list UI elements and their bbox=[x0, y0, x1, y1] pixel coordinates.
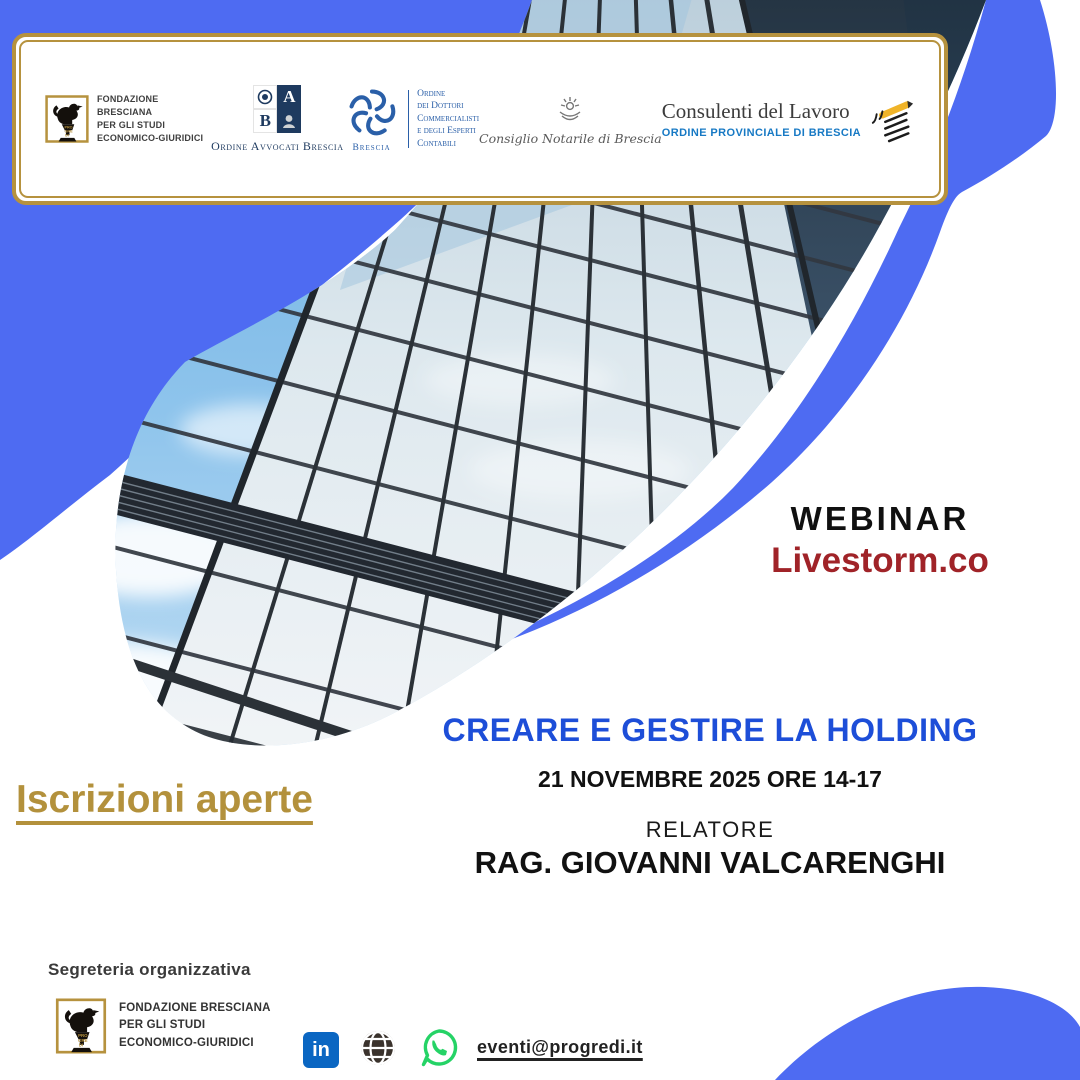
consulenti-title: Consulenti del Lavoro bbox=[661, 99, 850, 123]
blob-bottom-right bbox=[775, 987, 1080, 1080]
fondazione-name-line2: PER GLI STUDI bbox=[96, 120, 166, 130]
odcec-line: dei Dottori bbox=[417, 101, 464, 112]
speaker-name: RAG. GIOVANNI VALCARENGHI bbox=[474, 845, 946, 880]
notarile-emblem-icon bbox=[555, 93, 585, 127]
svg-text:GRE: GRE bbox=[64, 129, 73, 134]
oab-letter-b: B bbox=[253, 109, 277, 133]
svg-text:PRO: PRO bbox=[78, 1033, 88, 1039]
commercialisti-logo-block bbox=[344, 85, 479, 153]
fondazione-bresciana-logo-block bbox=[45, 93, 211, 145]
svg-text:GRE: GRE bbox=[78, 1037, 88, 1043]
consulenti-pencil-icon bbox=[869, 95, 915, 143]
fondazione-rooster-icon bbox=[55, 998, 107, 1054]
oab-letter-a: A bbox=[277, 85, 301, 109]
whatsapp-icon[interactable] bbox=[417, 1026, 461, 1070]
footer-org-line1: FONDAZIONE BRESCIANA bbox=[119, 1002, 271, 1015]
odcec-line: Commercialisti bbox=[417, 113, 480, 124]
consiglio-notarile-logo-block bbox=[479, 93, 662, 146]
oab-grid-icon bbox=[253, 85, 301, 133]
footer-org-block bbox=[55, 998, 271, 1054]
notarile-caption: Consiglio Notarile di Brescia bbox=[479, 130, 662, 146]
oab-portrait-icon bbox=[280, 112, 298, 130]
svg-text:DI: DI bbox=[65, 133, 69, 138]
partners-banner bbox=[12, 33, 948, 205]
globe-icon[interactable] bbox=[357, 1027, 399, 1069]
webinar-label: WEBINAR bbox=[790, 500, 970, 537]
odcec-line: Contabili bbox=[417, 138, 456, 149]
email-link[interactable]: eventi@progredi.it bbox=[477, 1037, 643, 1057]
svg-text:DI: DI bbox=[78, 1042, 84, 1048]
fondazione-name-line1: FONDAZIONE BRESCIANA bbox=[96, 93, 159, 117]
footer-org-line2: PER GLI STUDI bbox=[119, 1019, 206, 1032]
platform-name: Livestorm.co bbox=[771, 541, 989, 580]
consulenti-lavoro-logo-block bbox=[662, 95, 915, 143]
commercialisti-knot-icon bbox=[344, 85, 400, 141]
oab-crest-icon bbox=[256, 88, 274, 106]
fondazione-name-line3: ECONOMICO-GIURIDICI bbox=[96, 133, 204, 144]
partners-banner-inner bbox=[19, 40, 941, 198]
oab-caption: Ordine Avvocati Brescia bbox=[211, 138, 344, 153]
consulenti-subtitle: ORDINE PROVINCIALE DI BRESCIA bbox=[661, 127, 861, 139]
speaker-label: RELATORE bbox=[645, 817, 775, 842]
divider bbox=[408, 90, 410, 148]
ordine-avvocati-logo-block bbox=[211, 85, 343, 154]
fondazione-rooster-icon bbox=[45, 94, 89, 144]
fondazione-monogram: PRO bbox=[64, 125, 73, 130]
odcec-line: Ordine bbox=[417, 89, 446, 100]
registration-open-label: Iscrizioni aperte bbox=[16, 778, 313, 821]
odcec-line: e degli Esperti bbox=[417, 126, 476, 137]
footer-heading: Segreteria organizzativa bbox=[48, 960, 251, 979]
event-datetime: 21 NOVEMBRE 2025 ORE 14-17 bbox=[538, 766, 882, 792]
footer-org-line3: ECONOMICO-GIURIDICI bbox=[119, 1036, 254, 1049]
linkedin-icon[interactable]: in bbox=[303, 1032, 339, 1068]
event-title: CREARE E GESTIRE LA HOLDING bbox=[442, 712, 978, 748]
commercialisti-city: Brescia bbox=[352, 143, 391, 153]
